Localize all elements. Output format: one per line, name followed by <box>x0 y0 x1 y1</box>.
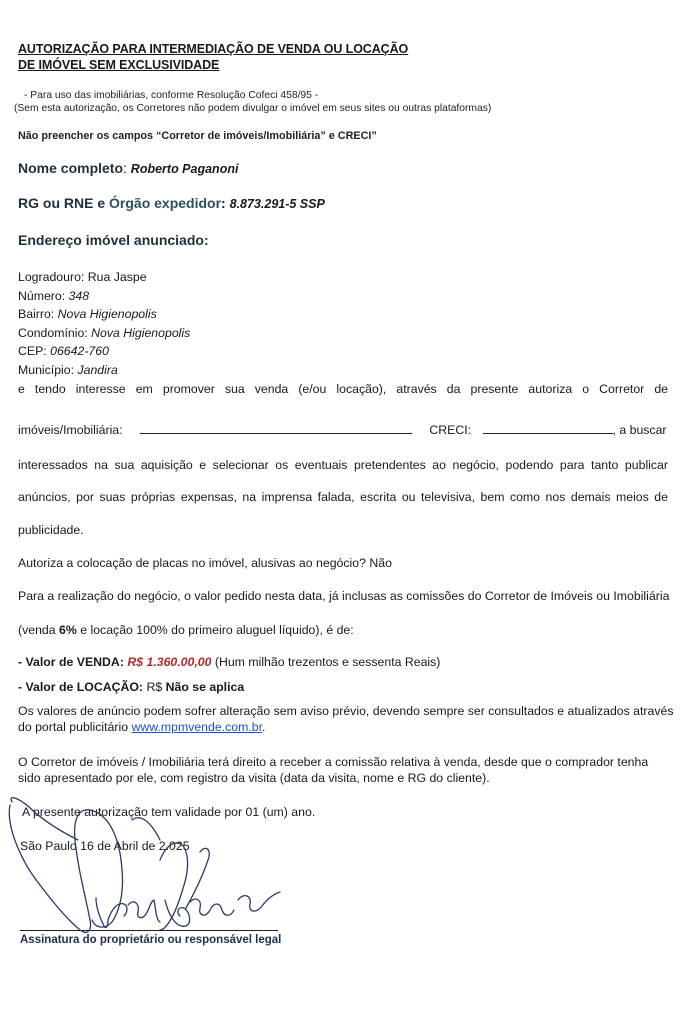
paragraph-line5: publicidade. <box>18 523 84 537</box>
value-intro-line2: (venda 6% e locação 100% do primeiro aluguel líquido), é de: <box>18 623 354 637</box>
address-street: Logradouro: Rua Jaspe <box>18 270 147 284</box>
address-heading: Endereço imóvel anunciado: <box>18 232 209 248</box>
creci-label: CRECI: <box>429 423 472 437</box>
fill-warning: Não preencher os campos “Corretor de imóveis/Imobiliária” e CRECI” <box>18 130 377 142</box>
sale-value-words: (Hum milhão trezentos e sessenta Reais) <box>211 655 441 669</box>
listing-note-line2: do portal publicitário www.mpmvende.com.br. <box>18 720 266 734</box>
creci-blank-field[interactable] <box>483 421 613 434</box>
address-number: Número: 348 <box>18 288 90 303</box>
document-title-line2: DE IMÓVEL SEM EXCLUSIVIDADE <box>18 58 220 72</box>
rent-value-row: - Valor de LOCAÇÃO: R$ Não se aplica <box>18 680 245 694</box>
address-city: Município: Jandira <box>18 362 118 377</box>
signs-question: Autoriza a colocação de placas no imóvel, alusivas ao negócio? Não <box>18 556 392 570</box>
signature-caption: Assinatura do proprietário ou responsável legal <box>20 934 282 946</box>
commission-percent: 6% <box>59 623 77 637</box>
after-creci-text: , a buscar <box>612 423 667 437</box>
place-and-date: São Paulo 16 de Abril de 2.025 <box>20 839 190 853</box>
rg-row: RG ou RNE e Órgão expedidor: 8.873.291-5 SSP <box>18 195 325 211</box>
sale-value-row <box>18 655 440 669</box>
address-condominium: Condomínio: Nova Higienopolis <box>18 325 191 340</box>
paragraph-line3: interessados na sua aquisição e selecionar os eventuais pretendentes ao negócio, podendo para tanto publicar <box>18 458 668 472</box>
broker-blank-field[interactable] <box>140 421 412 434</box>
issuer-label: Órgão expedidor <box>109 195 222 211</box>
commission-line2: sido apresentado por ele, com registro da visita (data da visita, nome e RG do cliente). <box>18 771 490 785</box>
broker-label: imóveis/Imobiliária: <box>18 423 123 437</box>
full-name-value: Roberto Paganoni <box>130 162 239 176</box>
sale-value-label: - Valor de VENDA: <box>18 655 124 669</box>
commission-line1: O Corretor de imóveis / Imobiliária terá direito a receber a comissão relativa à venda, desde que o comprador tenha <box>18 755 649 769</box>
portal-link[interactable]: www.mpmvende.com.br <box>131 720 263 734</box>
address-neighborhood: Bairro: Nova Higienopolis <box>18 307 157 322</box>
listing-note-line1: Os valores de anúncio podem sofrer alteração sem aviso prévio, devendo sempre ser consultados e atualizados através <box>18 704 674 718</box>
signature-line <box>20 930 278 931</box>
address-cep: CEP: 06642-760 <box>18 344 109 359</box>
rg-label: RG ou RNE e <box>18 195 106 211</box>
paragraph-line1: e tendo interesse em promover sua venda (e/ou locação), através da presente autoriza o Corretor de <box>18 382 668 396</box>
validity-statement: A presente autorização tem validade por 01 (um) ano. <box>22 805 316 819</box>
rent-value-label: - Valor de LOCAÇÃO: <box>18 680 144 694</box>
paragraph-line4: anúncios, por suas próprias expensas, na imprensa falada, escrita ou televisiva, bem como nos demais meios de <box>18 490 668 504</box>
full-name-row: Nome completo: Roberto Paganoni <box>18 160 239 176</box>
document-title-line1: AUTORIZAÇÃO PARA INTERMEDIAÇÃO DE VENDA OU LOCAÇÃO <box>18 42 409 56</box>
sale-value: R$ 1.360.00,00 <box>127 655 212 669</box>
authorization-note: (Sem esta autorização, os Corretores não podem divulgar o imóvel em seus sites ou outras plataformas) <box>14 103 492 114</box>
rent-value: Não se aplica <box>165 680 245 694</box>
value-intro-line1: Para a realização do negócio, o valor pedido nesta data, já inclusas as comissões do Corretor de Imóveis ou Imobiliária <box>18 589 670 603</box>
address-fields <box>18 268 190 380</box>
broker-fill-row <box>18 421 668 437</box>
full-name-label: Nome completo <box>18 160 124 176</box>
cofeci-note: - Para uso das imobiliárias, conforme Resolução Cofeci 458/95 - <box>24 90 319 101</box>
rg-value: 8.873.291-5 SSP <box>229 197 325 211</box>
